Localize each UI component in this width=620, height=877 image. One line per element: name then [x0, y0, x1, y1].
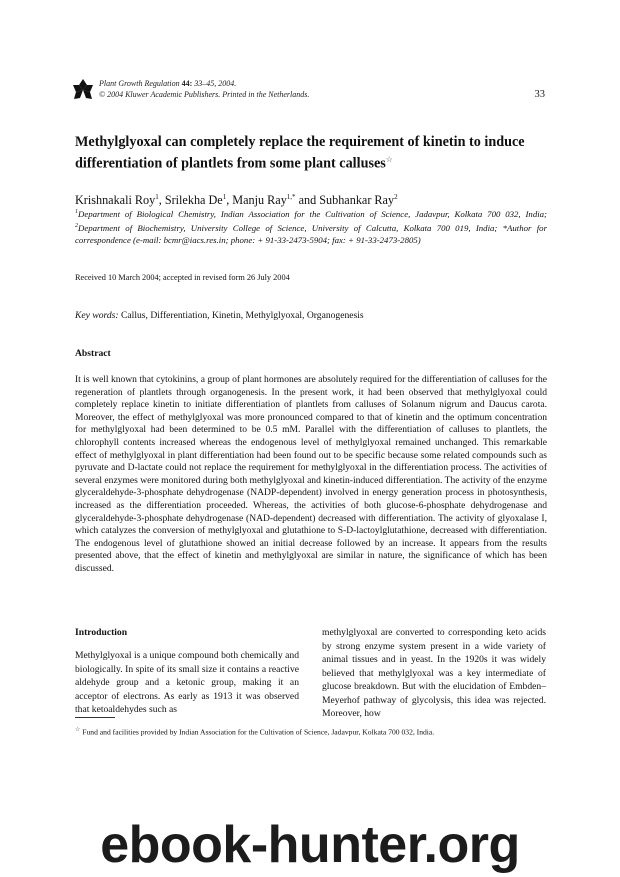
author-separator: ,	[158, 193, 165, 208]
intro-left-text: Methylglyoxal is a unique compound both chemically and biologically. In spite of its small size it contains a reactive aldehyde group and a ketonic group, making it an acceptor of electrons. As early as 1913 it was observed that ketoaldehydes such as	[75, 650, 299, 715]
author-sup: 1,*	[286, 193, 296, 201]
keywords-terms: Callus, Differentiation, Kinetin, Methylglyoxal, Organogenesis	[118, 310, 364, 321]
footnote-mark: ☆	[75, 727, 81, 733]
journal-pages: 33–45, 2004.	[194, 79, 237, 88]
affil-sup: 1	[75, 209, 78, 215]
keywords-label: Key words:	[75, 310, 119, 321]
author-sup: 1	[222, 193, 227, 201]
footnote	[75, 725, 547, 738]
affil-sup: 2	[75, 222, 78, 229]
author-sup: 1	[155, 193, 159, 201]
watermark: ebook-hunter.org	[100, 816, 520, 874]
affiliations	[75, 206, 547, 246]
author-name: Manju Ray	[232, 193, 287, 208]
title-footnote-mark: ☆	[385, 155, 393, 164]
author-separator: and	[295, 193, 320, 208]
journal-copyright: © 2004 Kluwer Academic Publishers. Printed in the Netherlands.	[99, 90, 310, 99]
journal-name: Plant Growth Regulation	[99, 79, 180, 88]
title-text: Methylglyoxal can completely replace the requirement of kinetin to induce differentiation of plantlets from some plant calluses	[75, 134, 525, 172]
author-separator: ,	[226, 193, 233, 208]
journal-header	[99, 78, 309, 100]
introduction-heading: Introduction	[75, 627, 128, 638]
author-name: Srilekha De	[164, 193, 223, 208]
keywords	[75, 310, 545, 322]
affil-text: Department of Biochemistry, University College of Science, University of Calcutta, Kolkata 700 019, India; *Author for correspondence (e-mail: bcmr@iacs.res.in; phone: + 91-33-2473-5904; fax: + 91-33-2473-2805)	[75, 222, 547, 245]
footnote-divider	[75, 717, 115, 718]
page-number: 33	[534, 89, 545, 100]
journal-volume: 44:	[181, 79, 193, 88]
affil-text: Department of Biological Chemistry, Indian Association for the Cultivation of Science, Jadavpur, Kolkata 700 032, India;	[78, 208, 547, 219]
intro-column-left	[75, 649, 299, 717]
author-name: Krishnakali Roy	[75, 193, 156, 208]
abstract-heading: Abstract	[75, 348, 111, 359]
received-dates: Received 10 March 2004; accepted in revised form 26 July 2004	[75, 273, 290, 282]
abstract-body	[75, 374, 547, 576]
abstract-text: It is well known that cytokinins, a group of plant hormones are absolutely required for the differentiation of calluses for the regeneration of plantlets through organogenesis. In the present work, it had been observed that methylglyoxal could completely replace kinetin to initiate differentiation of plantlets from calluses of Solanum nigrum and Daucus carota. Moreover, the effect of methylglyoxal was more pronounced compared to that of kinetin and the optimum concentration for methylglyoxal had been determined to be 0.5 mM. Parallel with the differentiation of calluses to plantlets, the chlorophyll contents increased whereas the endogenous level of methylglyoxal remained unchanged. This remarkable effect of methylglyoxal in plant differentiation had been found out to be specific because some related compounds such as pyruvate and D-lactate could not replace the requirement for methylglyoxal in the differentiation process. The activities of several enzymes were monitored during both methylglyoxal and kinetin-induced differentiation. The activity of the enzyme glyceraldehyde-3-phosphate dehydrogenase (NADP-dependent) involved in energy generation process in photosynthesis, increased as the differentiation proceeded. Whereas, the activities of both glucose-6-phosphate dehydrogenase and glyceraldehyde-3-phosphate dehydrogenase (NAD-dependent) decreased with differentiation. The activity of glyoxalase I, which catalyzes the conversion of methylglyoxal and glutathione to S-D-lactoylglutathione, decreased with differentiation. The endogenous level of glutathione showed an initial decrease followed by an increase. It appears from the results presented above, that the effect of kinetin and methylglyoxal are similar in nature, the significance of which has been discussed.	[75, 374, 547, 574]
kluwer-logo-icon	[73, 79, 93, 101]
author-name: Subhankar Ray	[319, 193, 395, 208]
footnote-text: Fund and facilities provided by Indian Association for the Cultivation of Science, Jadavpur, Kolkata 700 032, India.	[80, 727, 435, 737]
intro-right-text: methylglyoxal are converted to corresponding keto acids by strong enzyme system present in a wide variety of animal tissues and in yeast. In the 1920s it was widely believed that methylglyoxal was a key intermediate of glucose breakdown. But with the elucidation of Embden–Meyerhof pathway of glycolysis, this idea was rejected. Moreover, how	[322, 627, 546, 719]
paper-title	[75, 133, 545, 173]
intro-column-right	[322, 626, 546, 721]
author-sup: 2	[394, 193, 398, 201]
